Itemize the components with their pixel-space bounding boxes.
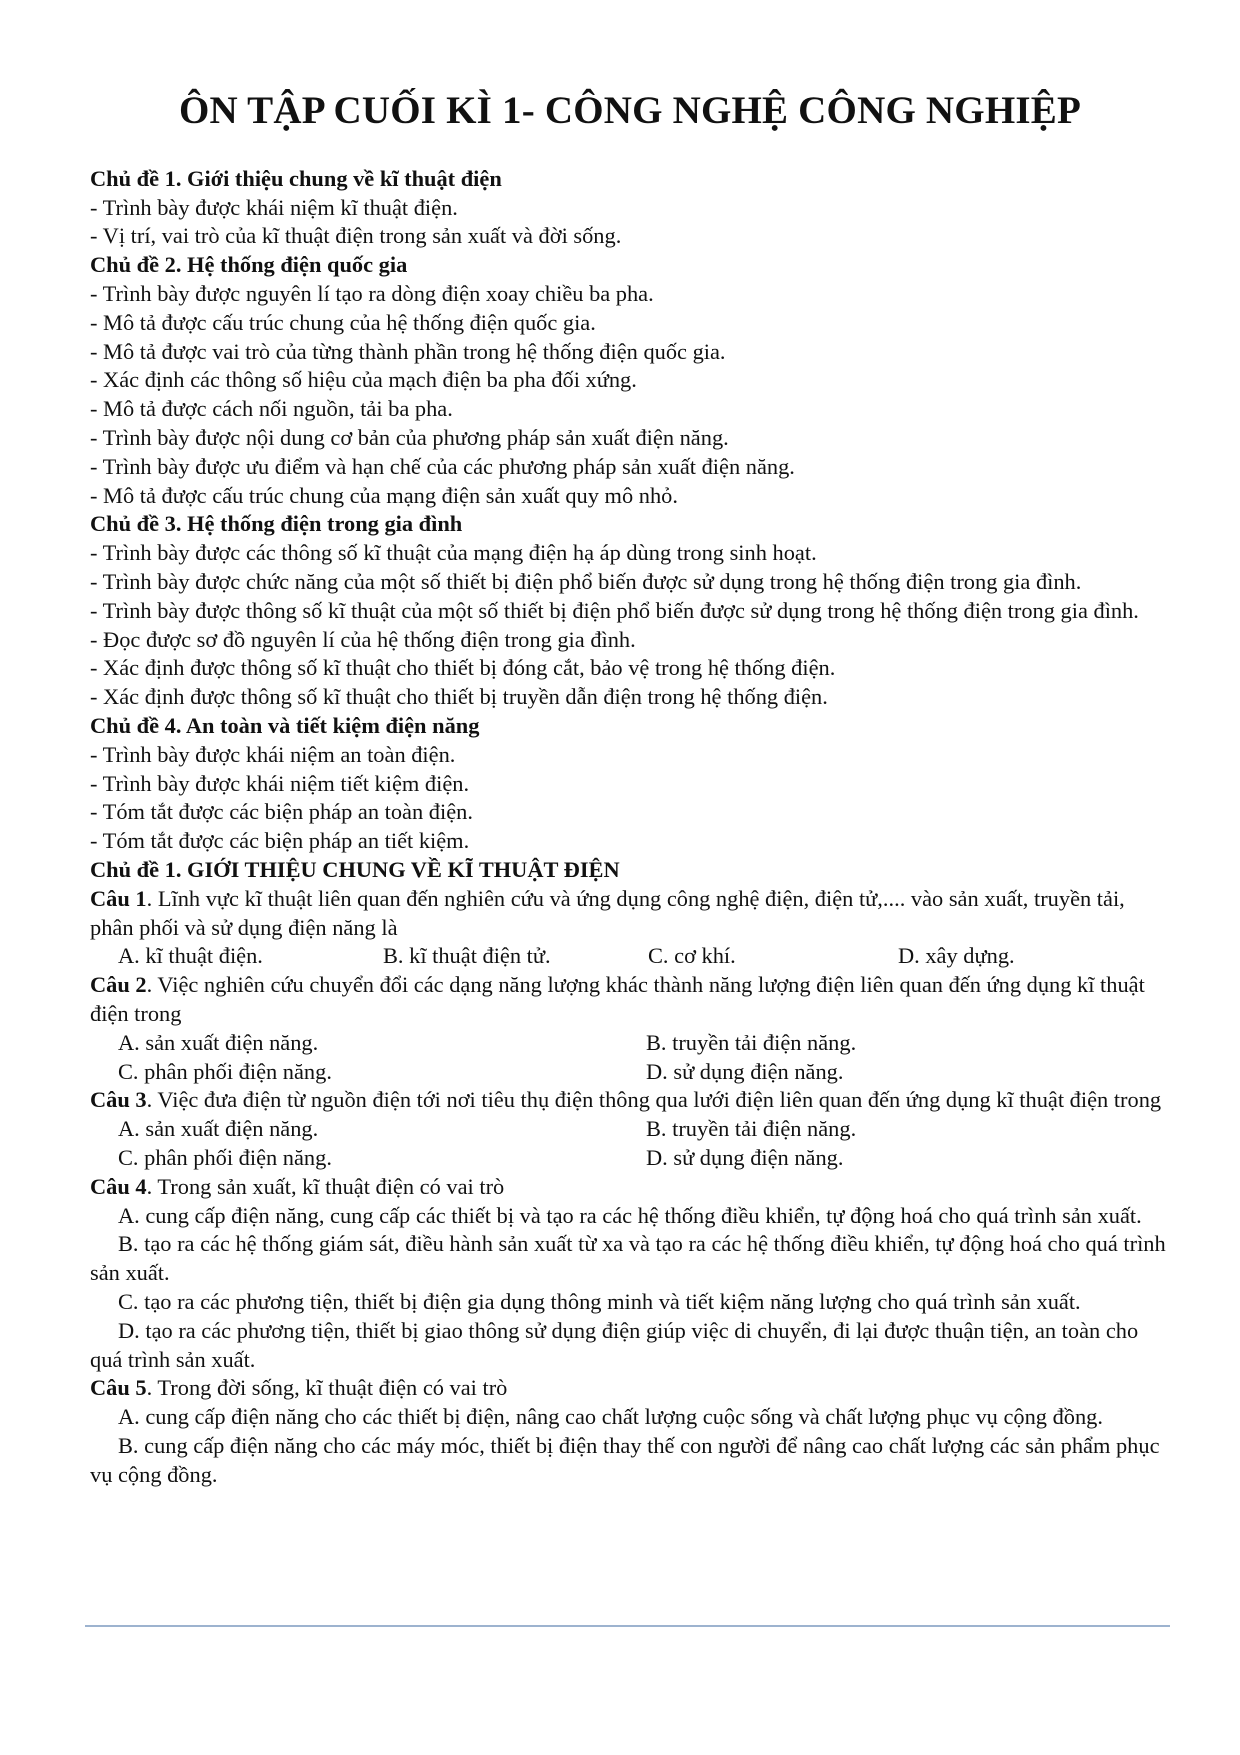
document-title: ÔN TẬP CUỐI KÌ 1- CÔNG NGHỆ CÔNG NGHIỆP bbox=[179, 89, 1081, 132]
answer-option: A. cung cấp điện năng cho các thiết bị điện, nâng cao chất lượng cuộc sống và chất lượng phục vụ cộng đồng. bbox=[118, 1404, 1103, 1430]
topic-item: - Trình bày được ưu điểm và hạn chế của các phương pháp sản xuất điện năng. bbox=[90, 453, 795, 479]
topic-heading: Chủ đề 2. Hệ thống điện quốc gia bbox=[90, 252, 408, 278]
topic-item: - Mô tả được cách nối nguồn, tải ba pha. bbox=[90, 396, 453, 422]
topic-item: - Vị trí, vai trò của kĩ thuật điện trong sản xuất và đời sống. bbox=[90, 223, 622, 249]
answer-option: A. sản xuất điện năng. bbox=[118, 1029, 319, 1055]
topic-item: - Trình bày được nguyên lí tạo ra dòng điện xoay chiều ba pha. bbox=[90, 281, 654, 307]
answer-option: C. tạo ra các phương tiện, thiết bị điện gia dụng thông minh và tiết kiệm năng lượng cho quá trình sản xuất. bbox=[118, 1288, 1081, 1314]
answer-option: D. xây dựng. bbox=[898, 943, 1015, 969]
question bbox=[90, 1374, 1170, 1403]
question bbox=[90, 1173, 1170, 1202]
answer-option: C. phân phối điện năng. bbox=[118, 1058, 332, 1084]
answer-option: B. truyền tải điện năng. bbox=[646, 1029, 857, 1055]
question-label: Câu 4 bbox=[90, 1173, 147, 1199]
question-text: . Việc nghiên cứu chuyển đổi các dạng năng lượng khác thành năng lượng điện liên quan đến ứng dụng kĩ thuật điện trong bbox=[90, 972, 1145, 1026]
section-heading: Chủ đề 1. GIỚI THIỆU CHUNG VỀ KĨ THUẬT ĐIỆN bbox=[90, 857, 620, 883]
topic-item: - Mô tả được vai trò của từng thành phần trong hệ thống điện quốc gia. bbox=[90, 338, 726, 364]
topic-item: - Tóm tắt được các biện pháp an tiết kiệm. bbox=[90, 828, 470, 854]
topic-item: - Trình bày được khái niệm kĩ thuật điện. bbox=[90, 194, 458, 220]
answer-option: C. cơ khí. bbox=[648, 943, 736, 969]
question-text: . Trong sản xuất, kĩ thuật điện có vai trò bbox=[146, 1173, 505, 1199]
question-label: Câu 5 bbox=[90, 1375, 147, 1401]
question bbox=[90, 885, 1170, 943]
question bbox=[90, 971, 1170, 1029]
answer-option: B. truyền tải điện năng. bbox=[646, 1116, 857, 1142]
topic-item: - Trình bày được thông số kĩ thuật của một số thiết bị điện phổ biến được sử dụng trong hệ thống điện trong gia đình. bbox=[90, 597, 1139, 623]
answer-option: B. kĩ thuật điện tử. bbox=[383, 943, 551, 969]
question-text: . Trong đời sống, kĩ thuật điện có vai trò bbox=[146, 1375, 508, 1401]
document-page bbox=[90, 90, 1170, 1490]
topic-item: - Trình bày được khái niệm an toàn điện. bbox=[90, 741, 456, 767]
question-label: Câu 2 bbox=[90, 972, 147, 998]
question-label: Câu 3 bbox=[90, 1087, 147, 1113]
topic-heading: Chủ đề 3. Hệ thống điện trong gia đình bbox=[90, 511, 463, 537]
answer-options bbox=[90, 1115, 1170, 1173]
topic-item: - Đọc được sơ đồ nguyên lí của hệ thống điện trong gia đình. bbox=[90, 626, 636, 652]
answer-option: B. tạo ra các hệ thống giám sát, điều hành sản xuất từ xa và tạo ra các hệ thống điều khiển, tự động hoá cho quá trình sản xuất. bbox=[90, 1231, 1166, 1286]
question-label: Câu 1 bbox=[90, 885, 147, 911]
footer-rule bbox=[85, 1625, 1170, 1627]
topic-item: - Trình bày được khái niệm tiết kiệm điện. bbox=[90, 770, 470, 796]
question bbox=[90, 1086, 1170, 1115]
topic-item: - Trình bày được nội dung cơ bản của phương pháp sản xuất điện năng. bbox=[90, 425, 729, 451]
topic-item: - Trình bày được các thông số kĩ thuật của mạng điện hạ áp dùng trong sinh hoạt. bbox=[90, 540, 817, 566]
topic-item: - Mô tả được cấu trúc chung của hệ thống điện quốc gia. bbox=[90, 309, 596, 335]
answer-option: D. tạo ra các phương tiện, thiết bị giao thông sử dụng điện giúp việc di chuyển, đi lại được thuận tiện, an toàn cho quá trình sản xuất. bbox=[90, 1317, 1139, 1372]
answer-option: D. sử dụng điện năng. bbox=[646, 1058, 844, 1084]
answer-option: D. sử dụng điện năng. bbox=[646, 1144, 844, 1170]
topic-heading: Chủ đề 4. An toàn và tiết kiệm điện năng bbox=[90, 713, 480, 739]
answer-options bbox=[90, 942, 1170, 971]
answer-option: C. phân phối điện năng. bbox=[118, 1144, 332, 1170]
topic-item: - Xác định được thông số kĩ thuật cho thiết bị đóng cắt, bảo vệ trong hệ thống điện. bbox=[90, 655, 836, 681]
answer-options bbox=[90, 1029, 1170, 1087]
answer-option: A. kĩ thuật điện. bbox=[118, 943, 263, 969]
question-text: . Việc đưa điện từ nguồn điện tới nơi tiêu thụ điện thông qua lưới điện liên quan đến ứng dụng kĩ thuật điện trong bbox=[146, 1087, 1162, 1113]
answer-option: A. cung cấp điện năng, cung cấp các thiết bị và tạo ra các hệ thống điều khiển, tự động hoá cho quá trình sản xuất. bbox=[118, 1202, 1142, 1228]
answer-option: B. cung cấp điện năng cho các máy móc, thiết bị điện thay thế con người để nâng cao chất lượng các sản phẩm phục vụ cộng đồng. bbox=[90, 1432, 1160, 1487]
topic-item: - Xác định được thông số kĩ thuật cho thiết bị truyền dẫn điện trong hệ thống điện. bbox=[90, 684, 828, 710]
topic-item: - Trình bày được chức năng của một số thiết bị điện phổ biến được sử dụng trong hệ thống điện trong gia đình. bbox=[90, 569, 1082, 595]
topic-item: - Mô tả được cấu trúc chung của mạng điện sản xuất quy mô nhỏ. bbox=[90, 482, 678, 508]
question-text: . Lĩnh vực kĩ thuật liên quan đến nghiên cứu và ứng dụng công nghệ điện, điện tử,.... vào sản xuất, truyền tải, phân phối và sử dụng điện năng là bbox=[90, 885, 1125, 940]
topic-heading: Chủ đề 1. Giới thiệu chung về kĩ thuật điện bbox=[90, 165, 502, 191]
topic-item: - Xác định các thông số hiệu của mạch điện ba pha đối xứng. bbox=[90, 367, 637, 393]
answer-option: A. sản xuất điện năng. bbox=[118, 1116, 319, 1142]
topic-item: - Tóm tắt được các biện pháp an toàn điện. bbox=[90, 799, 473, 825]
